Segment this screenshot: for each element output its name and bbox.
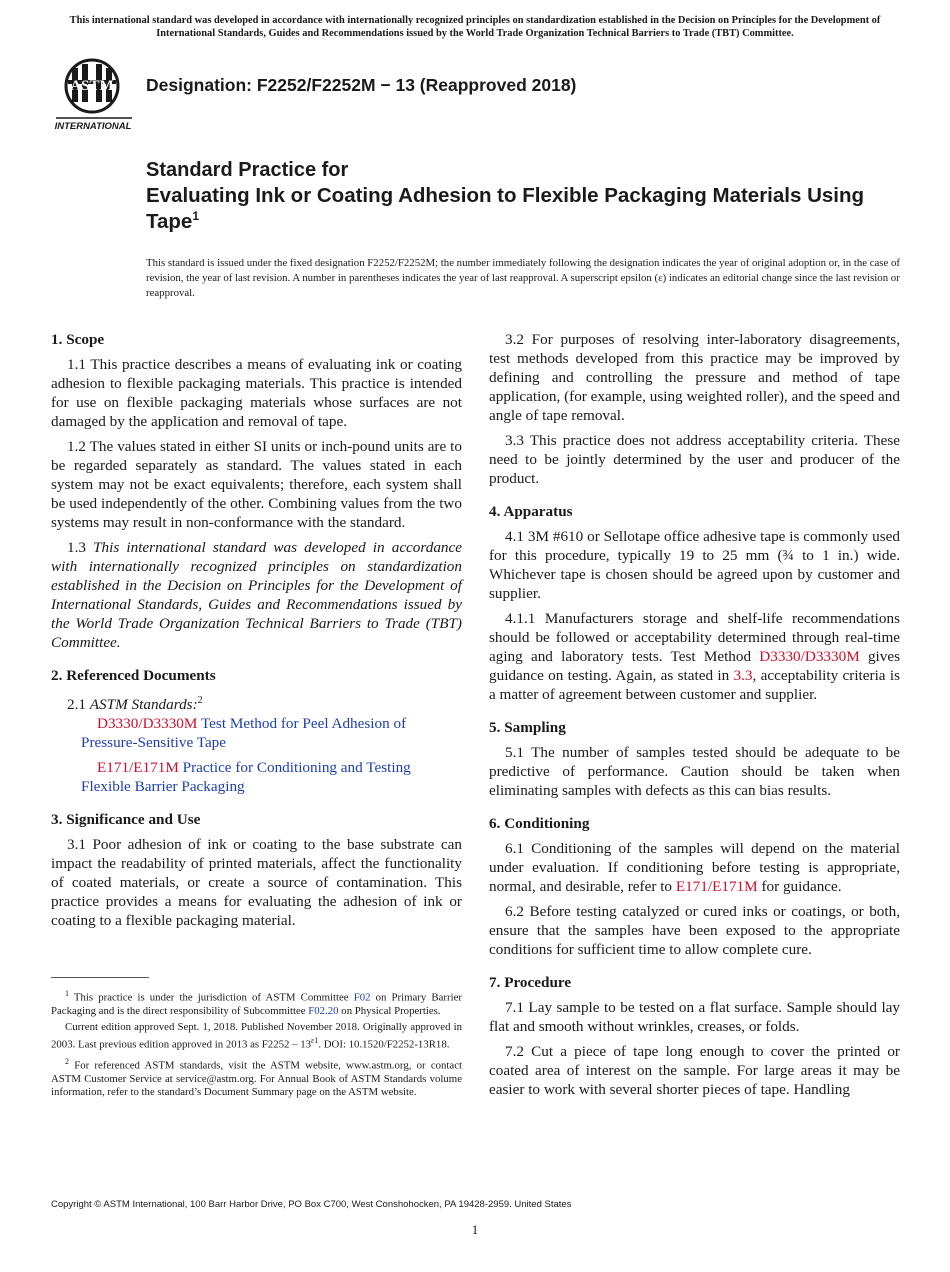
section-heading: 1. Scope	[51, 331, 105, 348]
footnote	[51, 1055, 462, 1100]
paragraph: 1.1 This practice describes a means of evaluating ink or coating adhesion to flexible packaging materials. This practice is intended for use on flexible packaging materials whose surfaces are not damaged by the application and removal of tape.	[51, 356, 462, 430]
footnote-text: on Physical Properties.	[338, 1005, 441, 1018]
title-prefix: Standard Practice for	[146, 159, 349, 181]
paragraph: 6.2 Before testing catalyzed or cured inks or coatings, or both, ensure that the samples have been exposed to the appropriate conditions for sufficient time to allow complete cure.	[489, 903, 900, 958]
reference-title-link[interactable]: Test Method for Peel Adhesion of Pressure-Sensitive Tape	[81, 715, 407, 752]
epsilon-superscript: ε1	[311, 1036, 319, 1046]
reference-link[interactable]: E171/E171M	[675, 878, 758, 895]
issue-note: This standard is issued under the fixed designation F2252/F2252M; the number immediately following the designation indicates the year of original adoption or, in the case of revision, the year of last revision. A number in parentheses indicates the year of last reapproval. A superscript epsilon (ε) indicates an editorial change since the last revision or reapproval.	[146, 257, 900, 299]
paragraph-text: gives guidance on testing. Again, as stated in	[489, 648, 901, 684]
paragraph	[489, 839, 900, 896]
logo-subtext: INTERNATIONAL	[54, 121, 132, 132]
footnote	[51, 987, 462, 1019]
paragraph: 3.3 This practice does not address acceptability criteria. These need to be jointly determined by the user and producer of the product.	[489, 432, 900, 487]
designation: Designation: F2252/F2252M − 13 (Reapproved 2018)	[146, 75, 577, 95]
section-link[interactable]: 3.3	[733, 667, 753, 684]
reference-link[interactable]: D3330/D3330M	[759, 648, 860, 665]
right-column	[489, 330, 900, 1113]
logo-text: ASTM	[70, 78, 114, 94]
committee-link[interactable]: F02	[353, 991, 371, 1004]
footnote-mark: 1	[65, 989, 69, 998]
paragraph: 7.1 Lay sample to be tested on a flat surface. Sample should lay flat and smooth without wrinkles, creases, or folds.	[489, 999, 900, 1035]
footnote-mark: 2	[65, 1056, 69, 1066]
astm-standards-label: ASTM Standards:	[89, 696, 198, 714]
paragraph: 7.2 Cut a piece of tape long enough to cover the printed or coated area of interest on the sample. For large areas it may be easier to work with several shorter pieces of tape. Handling	[489, 1043, 900, 1098]
section-scope	[51, 330, 462, 652]
reference-code-link[interactable]: E171/E171M	[97, 759, 179, 777]
footnotes	[51, 987, 462, 1102]
footnote-text: . DOI: 10.1520/F2252-13R18.	[318, 1038, 450, 1051]
reference-entry	[51, 714, 462, 752]
section-heading: 3. Significance and Use	[51, 811, 201, 829]
section-sampling	[489, 718, 900, 800]
paragraph: 3.1 Poor adhesion of ink or coating to the base substrate can impact the readability of printed materials, affect the functionality of coated materials, or create a source of contamination. This practice provides a means for evaluating the adhesion of ink or coating to a flexible packaging material.	[51, 836, 462, 930]
footnote	[51, 1021, 462, 1053]
page-number: 1	[471, 1222, 479, 1237]
left-column	[51, 330, 462, 944]
paragraph-text: , acceptability criteria is a matter of agreement between customer and supplier.	[489, 667, 900, 703]
subcommittee-link[interactable]: F02.20	[308, 1005, 339, 1018]
paragraph: 3.2 For purposes of resolving inter-laboratory disagreements, test methods developed from this practice may be improved by defining and controlling the pressure and method of tape application, (for example, using weighted roller), and the speed and angle of tape removal.	[489, 331, 900, 424]
footnote-text: This practice is under the jurisdiction of ASTM Committee	[73, 991, 354, 1004]
reference-code-link[interactable]: D3330/D3330M	[97, 715, 198, 733]
paragraph-text: 4.1.1 Manufacturers storage and shelf-life recommendations should be followed or acceptability determined through real-time aging and laboratory tests. Test Method	[489, 610, 900, 665]
paragraph	[489, 609, 900, 704]
section-conditioning	[489, 814, 900, 959]
reference-title-link[interactable]: Practice for Conditioning and Testing Flexible Barrier Packaging	[81, 759, 411, 796]
section-significance	[51, 810, 462, 930]
footnote-mark: 2	[197, 695, 203, 706]
footnote-text: Current edition approved Sept. 1, 2018. Published November 2018. Originally approved in 2003. Last previous edition approved in 2013 as F2252 – 13	[51, 1020, 462, 1051]
title-text: Evaluating Ink or Coating Adhesion to Flexible Packaging Materials Using Tape	[146, 184, 865, 233]
paragraph-text: 6.1 Conditioning of the samples will depend on the material under evaluation. If conditioning before testing is appropriate, normal, and desirable, refer to	[489, 840, 900, 895]
paragraph: 1.2 The values stated in either SI units or inch-pound units are to be regarded separately as standard. The values stated in each system may not be exact equivalents; therefore, each system shall be used independently of the other. Combining values from the two systems may result in non-conformance with the standard.	[51, 438, 462, 531]
section-referenced-documents	[51, 666, 462, 796]
paragraph-number: 2.1	[67, 696, 86, 714]
paragraph: 4.1 3M #610 or Sellotape office adhesive tape is commonly used for this procedure, typically 19 to 25 mm (¾ to 1 in.) wide. Whichever tape is chosen should be agreed upon by customer and supplier.	[489, 528, 900, 602]
top-notice: This international standard was developed in accordance with internationally recognized principles on standardization established in the Decision on Principles for the Development of International Standards, Guides and Recommendations issued by the World Trade Organization Technical Barriers to Trade (TBT) Committee.	[69, 15, 881, 39]
section-procedure	[489, 973, 900, 1099]
page-title	[146, 183, 906, 235]
copyright: Copyright © ASTM International, 100 Barr Harbor Drive, PO Box C700, West Conshohocken, PA 19428-2959. United States	[51, 1199, 572, 1210]
title-block	[146, 158, 906, 235]
section-apparatus	[489, 502, 900, 704]
section-heading: 4. Apparatus	[489, 503, 573, 520]
section-heading: 7. Procedure	[489, 974, 572, 991]
paragraph	[51, 538, 462, 652]
section-heading: 6. Conditioning	[489, 815, 590, 832]
section-heading: 5. Sampling	[489, 719, 566, 736]
paragraph	[51, 691, 462, 714]
footnote-divider	[51, 977, 149, 978]
reference-entry	[51, 758, 462, 796]
section-heading: 2. Referenced Documents	[51, 667, 216, 684]
astm-logo-icon	[52, 56, 136, 134]
title-footnote-mark: 1	[192, 209, 200, 224]
paragraph-number: 1.3	[67, 539, 86, 556]
paragraph: 5.1 The number of samples tested should be adequate to be predictive of performance. Caution should be taken when eliminating samples with defects as this can bias results.	[489, 744, 900, 799]
footnote-text: on Primary Barrier Packaging and is the direct responsibility of Subcommittee	[51, 991, 462, 1018]
paragraph-text: for guidance.	[757, 878, 842, 895]
footnote-text: For referenced ASTM standards, visit the ASTM website, www.astm.org, or contact ASTM Customer Service at service@astm.org. For Annual Book of ASTM Standards volume information, refer to the standard’s Document Summary page on the ASTM website.	[51, 1059, 462, 1099]
paragraph-text: This international standard was developed in accordance with internationally recognized principles on standardization established in the Decision on Principles for the Development of International Standards, Guides and Recommendations issued by the World Trade Organization Technical Barriers to Trade (TBT) Committee.	[51, 539, 463, 651]
section-significance-continued	[489, 330, 900, 488]
